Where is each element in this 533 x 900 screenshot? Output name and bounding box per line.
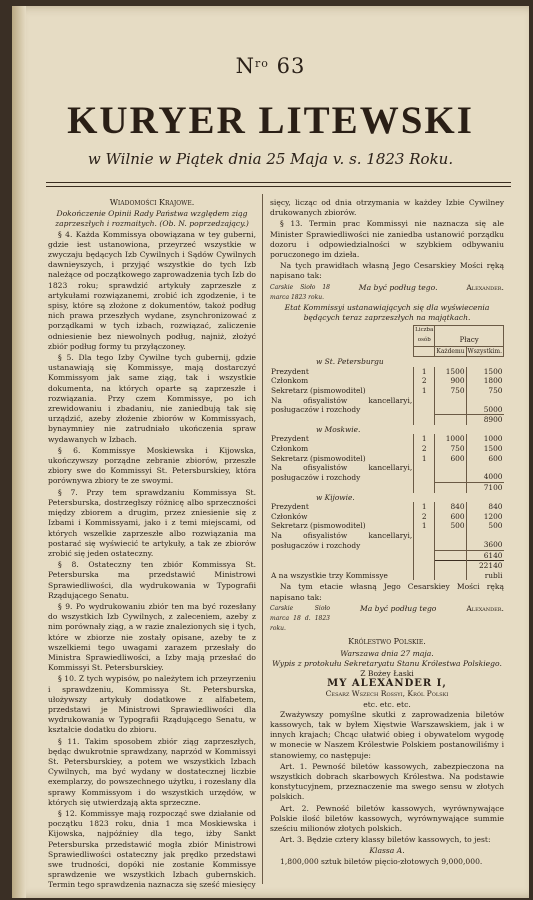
paragraph: § 13. Termin prac Kommissyi nie naznacza się ale Minister Sprawiedliwości nie zaniedba ustanowić porządku dozoru i odpowiedzialności w szybkiem odbywaniu poruczonego im dzieła. <box>270 219 504 260</box>
table-row: Na ofisyalistów kancellaryi, posługaczów i rozchody 3600 <box>271 530 503 550</box>
table-row: Sekretarz (pismowoditel) 1 750 750 <box>271 386 503 395</box>
paragraph: Art. 1. Pewność biletów kassowych, zabezpieczona na wszystkich dobrach skarbowych Królestwa. Na podstawie konstytucyjnem, przeznaczenie ma swego sensu w złotych polskich. <box>270 761 504 802</box>
decree-line-2: MY ALEXANDER I, <box>327 678 447 690</box>
paragraph: § 6. Kommissye Moskiewska i Kijowska, ukończywszy porządne zebranie zbiorów, przeszłe zbiory swe do Kommissyi St. Petersburskiey, która porównywa zbiory te ze swoymi. <box>48 445 256 486</box>
right-column <box>270 198 504 868</box>
decree-line-1: Z Bożey Łaski <box>360 669 414 678</box>
paragraph: Art. 2. Pewność biletów kassowych, wyrównywające Polskie ilość biletów kassowych, wyrównywające summie sześciu milionów złotych polskich. <box>270 803 504 834</box>
signature-place: Carskie Sioło marca 18 d. 1823 roku. <box>270 604 330 633</box>
table-subtotal-row: 7100 <box>270 482 504 492</box>
top-rule-thin <box>46 186 511 187</box>
top-rule <box>46 182 511 183</box>
table-header-row <box>270 326 504 346</box>
newspaper-page <box>12 6 529 898</box>
signature-line <box>270 604 504 635</box>
table-subheader-row <box>270 346 504 357</box>
table-row: Na ofisyalistów kancellaryi, posługaczów i rozchody 5000 <box>271 395 503 415</box>
issue-sup: ro <box>255 57 269 70</box>
table-header-count: Liczba osób <box>414 326 435 346</box>
paragraph: § 8. Ostateczny ten zbiór Kommissya St. Petersburska ma przedstawić Ministrowi Sprawiedliwości, dla wydrukowania w Typografii Rządującego Senatu. <box>48 560 256 600</box>
dateline-warsaw: Warszawa dnia 27 maja. <box>340 648 434 658</box>
signature-formula: Ma być podług tego. <box>358 282 438 292</box>
decree-line-3: Cesarz Wszech Rossyi, Król Polski <box>325 689 449 699</box>
table-row: Prezydent 1 840 840 <box>271 502 503 512</box>
table-total-value: 22140 rubli <box>466 561 503 581</box>
signature-place: Carskie Sioło 18 marca 1823 roku. <box>270 283 330 301</box>
issue-value: 63 <box>276 54 306 78</box>
salary-table <box>270 325 504 580</box>
table-row: Członków 2 600 1200 <box>271 511 503 521</box>
table-group-label: w Moskwie. <box>316 424 361 434</box>
etat-title: Etat Kommissyi ustanawiających się dla wyświecenia będących teraz zaprzeszłych na majątkach. <box>284 303 490 323</box>
table-row: Sekretarz (pismowoditel) 1 600 600 <box>271 453 503 463</box>
issue-label: N <box>235 54 256 78</box>
signature-name: Alexander. <box>466 603 504 613</box>
signature-line <box>270 283 504 303</box>
decree-line-4: etc. etc. etc. <box>363 699 411 709</box>
table-header-all: Wszystkim. <box>466 346 503 357</box>
paragraph: 1,800,000 sztuk biletów pięcio-złotowych 9,000,000. <box>280 856 483 866</box>
paragraph: Art. 3. Będzie cztery klassy biletów kassowych, to jest: <box>280 835 491 845</box>
table-row: Członkom 2 750 1500 <box>271 444 503 454</box>
left-column <box>48 198 256 892</box>
dateline: w Wilnie w Piątek dnia 25 Maja v. s. 1823 Roku. <box>87 150 454 168</box>
table-total-row <box>270 561 504 581</box>
column-divider <box>262 194 263 884</box>
table-row: Prezydent 1 1500 1500 <box>271 366 503 376</box>
protocol-excerpt: Wypis z protokułu Sekretaryatu Stanu Królestwa Polskiego. <box>272 658 502 668</box>
masthead-title: KURYER LITEWSKI <box>67 99 474 142</box>
signature-formula: Ma być podług tego <box>359 603 437 613</box>
table-total-label: A na wszystkie trzy Kommissye <box>271 570 388 580</box>
table-header-each: Każdemu <box>435 346 466 357</box>
section-heading-domestic: Wiadomości Krajowe. <box>109 198 195 207</box>
table-header-pay: Płacy <box>435 326 504 346</box>
issue-number <box>12 54 529 78</box>
table-row: Sekretarz (pismowoditel) 1 500 500 <box>271 521 503 531</box>
paragraph: § 11. Takim sposobem zbiór ziąg zaprzeszłych, będąc dwukrotnie sprawdzany, naprzód w Kommissyi St. Petersburskiey, a potem we wszystkich Izbach Cywilnych, ma być wydany w dostatecznej liczbie exemplarzy, do powszechnego użytku, i rozesłany dla sprawy Kommissyom i do wszystkich urzędów, w których się utwierdzają akta sprzeczne. <box>48 736 256 807</box>
paragraph: Na tym etacie własną Jego Cesarskiey Mości ręką napisano tak: <box>270 582 504 602</box>
paragraph: sięcy, licząc od dnia otrzymania w każdey Izbie Cywilney drukowanych zbiorów. <box>270 198 504 218</box>
section-heading-kingdom: Królestwo Polskie. <box>348 637 426 647</box>
paragraph: § 9. Po wydrukowaniu zbiór ten ma być rozesłany do wszystkich Izb Cywilnych, z zaleceniem, azeby z nim porównały ziąg, a w razie znalezionych się i tych, które w zbiorze nie zostały opisane, azeby te z wszelkiemi tego uwagami zarazem przesłały do Ministra Sprawiedliwości, a Izby mają przesłać do Kommissyi St. Petersburskiey. <box>48 601 256 673</box>
table-row: Na ofisyalistów kancellaryi, posługaczów i rozchody 4000 <box>271 463 503 482</box>
section-subheading: Dokończenie Opinii Rady Państwa względem ziąg zaprzeszłych i rozmaitych. (Ob. N. poprzedzający.) <box>55 209 249 229</box>
klassa-heading: Klassa A. <box>369 846 405 856</box>
paragraph: § 12. Kommissye mają rozpocząć swe działanie od początku 1823 roku, dnia 1 mca Moskiewska i Kijowska, najpóźniey dla tego, iżby Sankt Petersburska przedstawić mogła zbiór Ministrowi Sprawiedliwości ostateczny jak prędko przedstawi swe trudności, dopóki nie zostanie Kommissye sprawdzenie we wszystkich Izbach gubernskich. Termin tego sprawdzenia naznacza się sześć miesięcy <box>48 808 256 890</box>
paragraph: § 10. Z tych wypisów, po należytem ich przeyrzeniu i sprawdzeniu, Kommissya St. Petersburska, ułożywszy artykuły dodatkowe z alfabetem, przedstawi je Ministrowi Sprawiedliwości dla wydrukowania w Typografii Rządującego Senatu, w kształcie dodatku do zbioru. <box>48 674 256 735</box>
table-row: Prezydent 1 1000 1000 <box>271 434 503 444</box>
table-group-label: w Kijowie. <box>316 492 355 502</box>
table-group-label: w St. Petersburgu <box>316 357 384 367</box>
paragraph: Na tych prawidłach własną Jego Cesarskiey Mości ręką napisano tak: <box>270 261 504 281</box>
paragraph: Zważywszy pomyślne skutki z zaprowadzenia biletów kassowych, tak w byłem Xięstwie Warszawskiem, jak i w innych krajach; Chcąc ułatwić obieg i obywatelom wygodę w monecie w Naszem Królestwie Polskiem postanowiliśmy i stanowiemy, co następuje: <box>270 709 504 760</box>
paragraph: § 7. Przy tem sprawdzaniu Kommissya St. Petersburska, dostrzegłszy różnicę albo sprzeczności między zbiorem a drugim, przez zniesienie się z Izbami i Kommissyami, jako i z temi miejscami, od których wszelkie zaprzeszłe albo rozwiązania ma postarać się wyświecić te artykuły, a tak ze zbiorów zrobić się jeden ostateczny. <box>48 487 256 558</box>
signature-name: Alexander. <box>466 282 504 292</box>
table-subtotal-row: 6140 <box>270 550 504 561</box>
paragraph: § 4. Każda Kommissya obowiązana w tey guberni, gdzie iest ustanowiona, przeyrzeć wszystkie w zwyczaju będących Izb Cywilnych i Sądów Cywilnych dawnieyszych, i przyjąć wszystkie do tych Izb należące od początkowego zaprowadzenia tych Izb do 1823 roku; sprawdzić artykuły zaprzeszłe z artykułami rozwiązanemi, zrobić ich zgodzenie, i te spisy, które są złożone z dokumentów, takoż podług nich prawa przeszłych wydane, zsynchronizować z porządkami w tych izbach, rozwiązać, zaliczenie odniesienie bez niewolnych podług, najniż, złożyć zbiór podług formy tu przyłączoney. <box>48 229 256 351</box>
table-subtotal-row: 8900 <box>270 415 504 425</box>
table-row: Członkom 2 900 1800 <box>271 376 503 386</box>
paragraph: § 5. Dla tego Izby Cywilne tych gubernij, gdzie ustanawiają się Kommissye, mają dostarczyć Kommissyom jak same ziąg, tak i wszystkie dokumenta, na których oparte są zaprzeszłe i rozwiązania. Przy czem Kommissye, po ich zrewidowaniu i zbadaniu, nie zaniedbują tak się urządzić, azeby złożenie zbiorów w Kommissyach, bynaymniey nie zatrudniało ukończenia spraw wydawanych w Izbach. <box>48 353 256 444</box>
